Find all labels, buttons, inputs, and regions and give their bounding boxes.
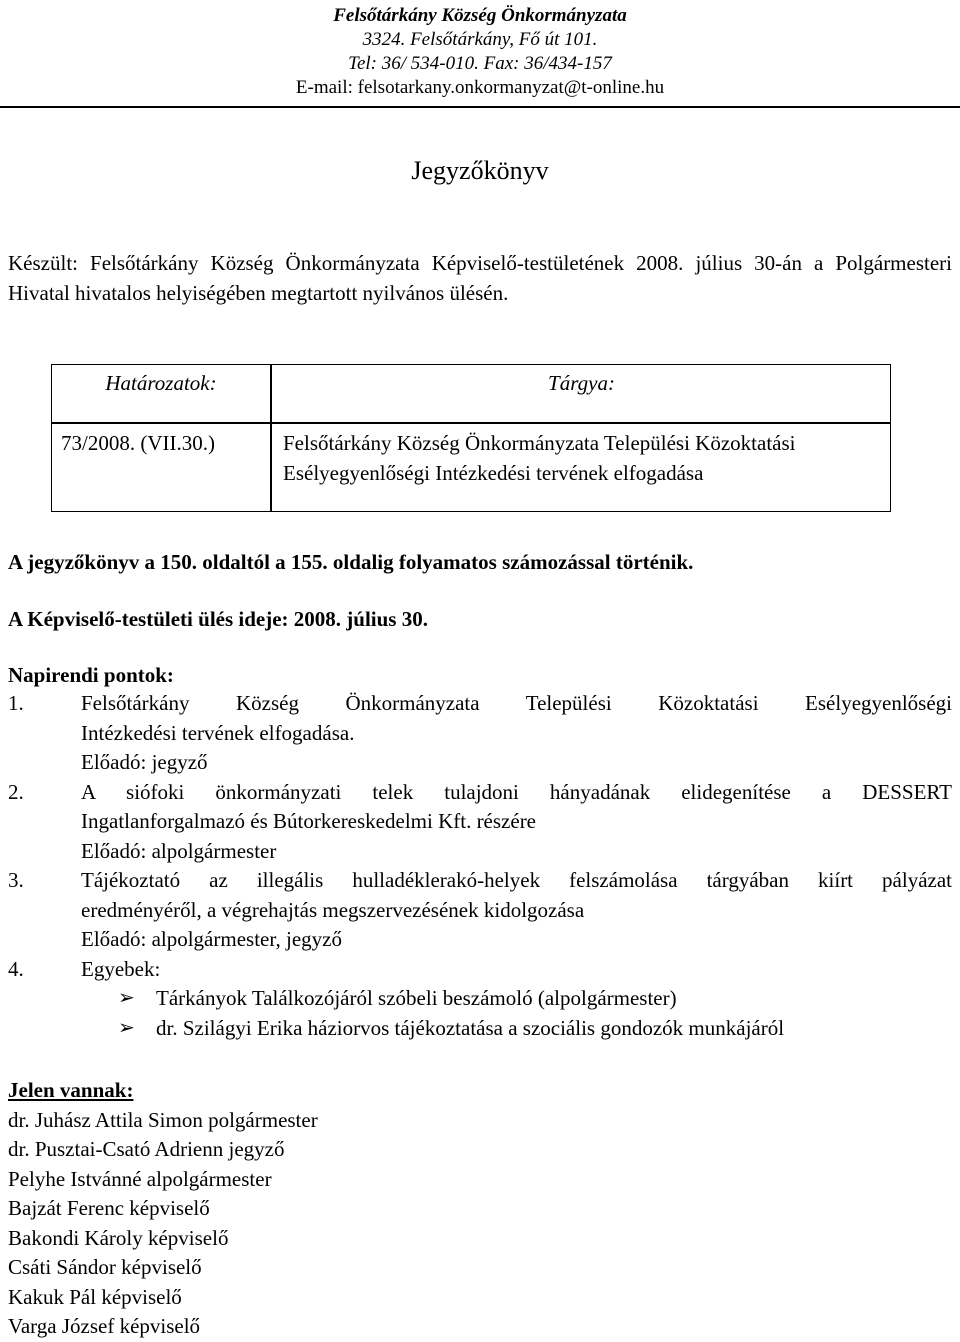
attendee: dr. Juhász Attila Simon polgármester	[8, 1107, 318, 1132]
agenda-subitem	[8, 984, 952, 1014]
resolution-subject: Felsőtárkány Község Önkormányzata Települési Közoktatási Esélyegyenlőségi Intézkedési tervének elfogadása	[283, 431, 796, 485]
subject-column-header: Tárgya:	[548, 371, 615, 395]
attendee: Pelyhe Istvánné alpolgármester	[8, 1166, 272, 1191]
meeting-date: A Képviselő-testületi ülés ideje: 2008. július 30.	[8, 607, 428, 631]
org-phone: Tel: 36/ 534-010. Fax: 36/434-157	[348, 53, 612, 74]
page-range-note: A jegyzőkönyv a 150. oldaltól a 155. oldalig folyamatos számozással történik.	[8, 550, 694, 574]
attendee: dr. Pusztai-Csató Adrienn jegyző	[8, 1137, 285, 1161]
agenda-presenter: Előadó: jegyző	[81, 750, 208, 774]
intro-paragraph: Készült: Felsőtárkány Község Önkormányzata Képviselő-testületének 2008. július 30-án a Polgármesteri Hivatal hivatalos helyiségében megtartott nyilvános ülésén.	[8, 251, 952, 305]
document-title: Jegyzőkönyv	[411, 156, 549, 185]
attendees-heading: Jelen vannak:	[8, 1078, 134, 1102]
attendee: Bajzát Ferenc képviselő	[8, 1196, 210, 1220]
agenda-item-title-cont: Ingatlanforgalmazó és Bútorkereskedelmi Kft. részére	[81, 809, 537, 833]
attendee: Csáti Sándor képviselő	[8, 1255, 202, 1279]
agenda-presenter: Előadó: alpolgármester, jegyző	[81, 927, 342, 951]
resolution-number: 73/2008. (VII.30.)	[61, 431, 215, 455]
agenda-item-title: Egyebek:	[81, 956, 161, 981]
agenda-item-title-cont: Intézkedési tervének elfogadása.	[81, 720, 355, 745]
org-name: Felsőtárkány Község Önkormányzata	[333, 5, 627, 26]
agenda-presenter: Előadó: alpolgármester	[81, 838, 277, 863]
arrow-bullet-icon: ➢	[118, 1016, 135, 1039]
resolutions-column-header: Határozatok:	[105, 371, 217, 395]
agenda-number: 2.	[8, 779, 24, 804]
agenda-number: 1.	[8, 691, 24, 715]
agenda-heading: Napirendi pontok:	[8, 663, 174, 687]
agenda-item-title: Felsőtárkány Község Önkormányzata Települési Közoktatási Esélyegyenlőségi	[81, 691, 952, 715]
attendee: Kakuk Pál képviselő	[8, 1284, 182, 1309]
agenda-item-2	[8, 778, 952, 867]
agenda-subitem-text: dr. Szilágyi Erika háziorvos tájékoztatása a szociális gondozók munkájáról	[156, 1015, 785, 1040]
attendee: Varga József képviselő	[8, 1314, 201, 1338]
agenda-subitem-text: Tárkányok Találkozójáról szóbeli beszámoló (alpolgármester)	[156, 986, 677, 1010]
letterhead	[0, 4, 960, 108]
attendee: Bakondi Károly képviselő	[8, 1225, 229, 1250]
org-address: 3324. Felsőtárkány, Fő út 101.	[362, 29, 598, 50]
agenda-subitem	[8, 1014, 952, 1044]
arrow-bullet-icon: ➢	[118, 987, 135, 1009]
agenda-item-4	[8, 955, 952, 985]
agenda-item-title: Tájékoztató az illegális hulladéklerakó-helyek felszámolása tárgyában kiírt pályázat	[81, 868, 952, 892]
resolutions-table	[51, 364, 891, 512]
agenda-list	[8, 689, 952, 1043]
attendees-section	[8, 1076, 318, 1342]
agenda-item-title: A siófoki önkormányzati telek tulajdoni hányadának elidegenítése a DESSERT	[81, 779, 952, 804]
agenda-item-1	[8, 689, 952, 778]
agenda-item-title-cont: eredményéről, a végrehajtás megszervezésének kidolgozása	[81, 897, 585, 922]
agenda-item-3	[8, 866, 952, 955]
agenda-number: 4.	[8, 956, 24, 981]
org-email: E-mail: felsotarkany.onkormanyzat@t-online.hu	[295, 77, 665, 98]
agenda-number: 3.	[8, 868, 24, 892]
table-header-divider	[52, 422, 890, 424]
